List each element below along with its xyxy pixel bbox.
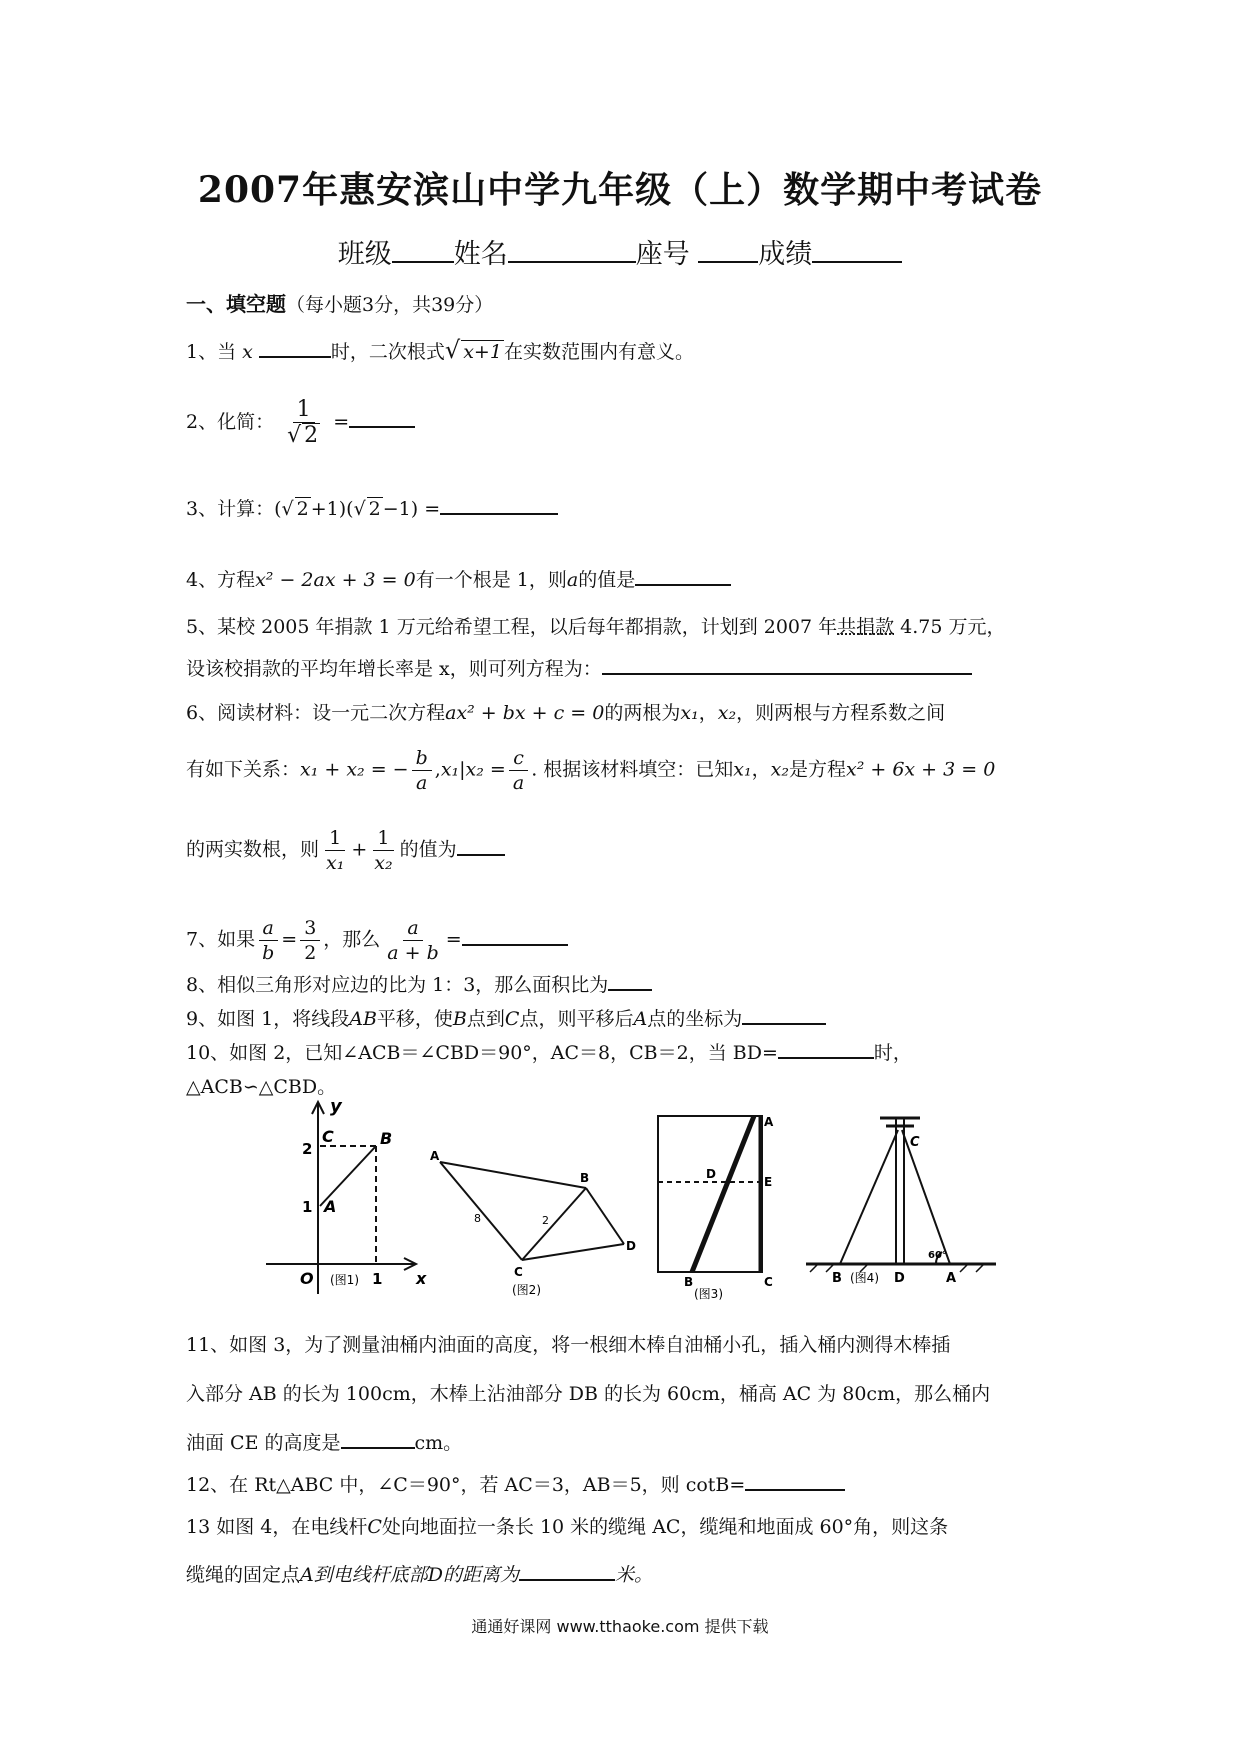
question-13-line-1 xyxy=(186,1512,948,1539)
q11-line1: 11、如图 3，为了测量油桶内油面的高度，将一根细木棒自油桶小孔，插入桶内测得木棒插 xyxy=(186,1334,951,1356)
fig4-angle-label: 60° xyxy=(928,1250,947,1261)
seat-label: 座号 xyxy=(635,239,690,270)
question-6-line-3 xyxy=(186,826,505,875)
q6-one-a: 1 xyxy=(325,826,345,851)
q4-equation: x² − 2ax + 3 = 0 xyxy=(255,569,416,591)
seat-blank xyxy=(698,237,758,263)
q9-blank xyxy=(742,1005,826,1025)
q9-mid1: 平移，使 xyxy=(376,1008,453,1030)
section-note: （每小题3分，共39分） xyxy=(286,294,494,316)
q3-r2: 2 xyxy=(368,498,381,520)
fig3-caption: (图3) xyxy=(694,1287,723,1300)
fig3-point-d: D xyxy=(706,1167,716,1181)
question-11-line-1 xyxy=(186,1330,950,1357)
q4-suffix: 的值是 xyxy=(578,569,636,591)
score-label: 成绩 xyxy=(758,239,813,270)
q6-x1: x₁ xyxy=(680,702,699,724)
q6-b: b xyxy=(412,746,432,771)
q13-d: D xyxy=(427,1564,443,1586)
q1-var: x xyxy=(242,341,253,363)
figure-4 xyxy=(800,1106,1000,1302)
fig2-segment-cd xyxy=(522,1244,624,1260)
q6-c: c xyxy=(509,746,528,771)
q12-blank xyxy=(745,1471,845,1491)
q10-blank xyxy=(778,1039,874,1059)
fig3-point-e: E xyxy=(764,1175,773,1189)
question-11-line-3 xyxy=(186,1428,462,1455)
q5-blank xyxy=(602,655,972,675)
q6-line2-c: 是方程 xyxy=(788,758,846,781)
figure-2 xyxy=(430,1136,640,1296)
q2-eq: = xyxy=(333,411,350,433)
q13-line2c: 的距离为 xyxy=(443,1564,520,1586)
q3-blank xyxy=(440,495,558,515)
question-2 xyxy=(186,398,415,448)
q6-equation: ax² + bx + c = 0 xyxy=(445,702,605,724)
question-6-line-1: 6、阅读材料：设一元二次方程ax² + bx + c = 0的两根为x₁，x₂，则两根与方程系数之间 xyxy=(186,702,946,724)
q11-line2: 入部分 AB 的长为 100cm，木棒上沾油部分 DB 的长为 60cm，桶高 AC 为 80cm，那么桶内 xyxy=(186,1383,991,1405)
q6-x2: x₂ xyxy=(717,702,737,724)
q9-mid2: 点到 xyxy=(466,1008,505,1030)
fig2-point-d: D xyxy=(626,1239,636,1253)
footer-credit: 通通好课网 www.tthaoke.com 提供下载 xyxy=(471,1617,769,1636)
q6-text-c: ，则两根与方程系数之间 xyxy=(736,702,946,724)
fig3-stick-ab xyxy=(692,1116,754,1272)
q2-denominator: √ 2 xyxy=(287,423,319,448)
q6-frac-1-x2 xyxy=(370,826,396,875)
q7-eq2: = xyxy=(445,928,462,951)
q7-frac-3-2 xyxy=(300,916,320,965)
question-6-line-2: 有如下关系：x₁ + x₂ = − $\frac{b}{a}$ ,x₁|x₂ = $\frac{c}{a}$ . 根据该材料填空：已知x₁，x₂是方程x² + 6x + 3 = 0 xyxy=(186,747,996,794)
fig2-caption: (图2) xyxy=(512,1283,541,1296)
q6-line2-b: . 根据该材料填空：已知 xyxy=(531,758,734,781)
q11-line3b: cm。 xyxy=(414,1432,463,1454)
q1-blank xyxy=(259,338,331,358)
fig1-point-c: C xyxy=(322,1127,334,1146)
q13-line1: 13 如图 4，在电线杆 xyxy=(186,1516,368,1538)
q7-prefix: 7、如果 xyxy=(186,928,256,951)
q13-a: A xyxy=(300,1564,314,1586)
q7-aplusb: a + b xyxy=(387,942,439,964)
q1-prefix: 1、当 xyxy=(186,341,237,363)
fig4-cable-ac xyxy=(902,1130,950,1264)
q4-mid: 有一个根是 1，则 xyxy=(415,569,567,591)
fig2-side-ac: 8 xyxy=(474,1212,481,1225)
fig3-point-a: A xyxy=(764,1115,774,1129)
q2-fraction xyxy=(283,398,324,448)
q6-a2: a xyxy=(512,772,525,794)
fig1-point-a: A xyxy=(324,1197,337,1216)
q6-a: a xyxy=(416,772,428,794)
q1-mid: 时，二次根式 xyxy=(330,341,445,363)
q10-line2: △ACB∽△CBD。 xyxy=(186,1076,337,1098)
q13-blank xyxy=(519,1561,615,1581)
q6-line3-a: 的两实数根，则 xyxy=(186,838,320,861)
q11-line3a: 油面 CE 的高度是 xyxy=(186,1432,341,1454)
q6-equation-2: x² + 6x + 3 = 0 xyxy=(846,758,996,781)
q7-three: 3 xyxy=(300,916,320,941)
q7-eq: = xyxy=(281,928,298,951)
q9-c: C xyxy=(504,1008,520,1030)
q3-expr3: −1) = xyxy=(382,498,441,520)
question-11-line-2 xyxy=(186,1379,990,1406)
q6-frac-1-x1 xyxy=(322,826,348,875)
fig2-segment-ac xyxy=(440,1162,522,1260)
fig1-tick-1-y: 1 xyxy=(302,1198,313,1216)
section-title: 一、填空题 xyxy=(186,292,286,316)
q2-den-value: 2 xyxy=(304,423,319,448)
q10-line1b: 时， xyxy=(873,1042,912,1064)
q6-text-b: 的两根为 xyxy=(604,702,681,724)
q7-a: a xyxy=(259,916,278,941)
q6-sum: x₁ + x₂ = − xyxy=(300,758,409,781)
student-info-line xyxy=(0,232,1240,271)
class-blank xyxy=(392,237,454,263)
q6-frac-c-a xyxy=(509,746,528,795)
fig2-segment-ab xyxy=(440,1162,586,1188)
q13-line2b: 到电线杆底部 xyxy=(313,1564,428,1586)
q5-text-c: 4.75 万元， xyxy=(894,616,1006,638)
fig1-tick-2: 2 xyxy=(302,1140,313,1158)
q7-two: 2 xyxy=(304,942,317,964)
fig4-pole xyxy=(896,1118,904,1264)
fig4-left-cable xyxy=(840,1130,898,1264)
question-10-line-2 xyxy=(186,1072,336,1099)
q8-text: 8、相似三角形对应边的比为 1：3，那么面积比为 xyxy=(186,974,609,996)
question-3: 3、计算：(√ 2 +1)(√ 2 −1) = xyxy=(186,494,558,521)
fig4-point-a: A xyxy=(946,1271,957,1286)
fig2-point-b: B xyxy=(580,1171,590,1185)
q9-b: B xyxy=(452,1008,467,1030)
q12-text: 12、在 Rt△ABC 中，∠C＝90°，若 AC＝3，AB＝5，则 cotB= xyxy=(186,1474,746,1496)
score-blank xyxy=(812,237,902,263)
q1-suffix: 在实数范围内有意义。 xyxy=(503,341,694,363)
q7-mid: ，那么 xyxy=(323,928,381,951)
question-12 xyxy=(186,1470,845,1497)
q5-emphasis: 共捐款 xyxy=(837,616,895,638)
fig1-y-label: y xyxy=(330,1098,342,1117)
q6-line3-b: 的值为 xyxy=(399,838,457,861)
q6-frac-b-a xyxy=(412,746,432,795)
q9-ab: AB xyxy=(349,1008,377,1030)
class-label: 班级 xyxy=(337,239,392,270)
fig2-side-cb: 2 xyxy=(542,1214,549,1227)
page-title: 2007年惠安滨山中学九年级（上）数学期中考试卷 xyxy=(197,169,1043,211)
name-label: 姓名 xyxy=(453,239,508,270)
q9-prefix: 9、如图 1，将线段 xyxy=(186,1008,350,1030)
q9-suffix: 点的坐标为 xyxy=(647,1008,743,1030)
fig1-x-label: x xyxy=(416,1269,427,1288)
figure-3 xyxy=(654,1112,784,1300)
question-5-line-2 xyxy=(186,654,972,681)
question-9 xyxy=(186,1004,826,1031)
q8-blank xyxy=(608,971,652,991)
q3-r1: 2 xyxy=(296,498,309,520)
q7-frac-a-b xyxy=(258,916,278,965)
q6-line2-a: 有如下关系： xyxy=(186,758,301,781)
q6-text-a: 6、阅读材料：设一元二次方程 xyxy=(186,702,446,724)
fig1-origin-label: O xyxy=(300,1269,314,1288)
q5-line2: 设该校捐款的平均年增长率是 x，则可列方程为： xyxy=(186,658,602,680)
q4-blank xyxy=(635,566,731,586)
fig3-point-c: C xyxy=(764,1275,773,1289)
q6-x2b: x₂ xyxy=(770,758,789,781)
q6-blank xyxy=(457,836,505,856)
q6-x1c: x₁ xyxy=(326,852,345,874)
question-1: 1、当 x 时，二次根式√ x+1 在实数范围内有意义。 xyxy=(186,336,694,364)
q5-text-a: 5、某校 2005 年捐款 1 万元给希望工程，以后每年都捐款，计划到 2007 年 xyxy=(186,616,838,638)
fig2-point-a: A xyxy=(430,1149,440,1163)
q7-b: b xyxy=(262,942,275,964)
q13-c: C xyxy=(367,1516,382,1538)
q3-prefix: 3、计算： xyxy=(186,498,275,520)
fig2-segment-cb xyxy=(522,1188,586,1260)
q9-a: A xyxy=(633,1008,648,1030)
q6-x1b: x₁ xyxy=(733,758,752,781)
q6-one-b: 1 xyxy=(373,826,393,851)
question-7 xyxy=(186,916,568,965)
fig3-point-b: B xyxy=(684,1275,694,1289)
q7-blank xyxy=(462,926,568,946)
q7-frac-a-apb xyxy=(383,916,443,965)
q3-expr1: ( xyxy=(274,498,282,520)
fig2-segment-bd xyxy=(586,1188,624,1244)
fig4-caption: (图4) xyxy=(850,1271,879,1285)
fig1-caption: (图1) xyxy=(330,1273,359,1287)
fig1-tick-1-x: 1 xyxy=(372,1270,383,1288)
fig4-point-d: D xyxy=(894,1271,905,1286)
question-5-line-1 xyxy=(186,612,1006,639)
q13-line2a: 缆绳的固定点 xyxy=(186,1564,301,1586)
fig4-point-c: C xyxy=(910,1135,920,1150)
q4-var: a xyxy=(566,569,579,591)
fig1-point-b: B xyxy=(380,1129,393,1148)
q11-blank xyxy=(341,1429,415,1449)
question-13-line-2 xyxy=(186,1560,653,1587)
q13-line2d: 米。 xyxy=(615,1564,654,1586)
fig4-point-b: B xyxy=(832,1271,842,1286)
q13-line1b: 处向地面拉一条长 10 米的缆绳 AC，缆绳和地面成 60°角，则这条 xyxy=(381,1516,949,1538)
q6-x2c: x₂ xyxy=(374,852,393,874)
figure-1 xyxy=(264,1098,434,1298)
question-8 xyxy=(186,970,652,997)
q4-prefix: 4、方程 xyxy=(186,569,256,591)
q1-root: x+1 xyxy=(463,341,502,363)
question-10-line-1 xyxy=(186,1038,912,1065)
q9-mid3: 点，则平移后 xyxy=(519,1008,634,1030)
q2-numerator: 1 xyxy=(293,398,315,423)
q10-line1: 10、如图 2，已知∠ACB＝∠CBD＝90°，AC＝8，CB＝2，当 BD= xyxy=(186,1042,778,1064)
q2-prefix: 2、化简： xyxy=(186,411,275,433)
section-heading xyxy=(186,288,493,317)
fig2-point-c: C xyxy=(514,1265,523,1279)
q7-a2: a xyxy=(403,916,422,941)
q2-blank xyxy=(349,408,415,428)
q6-plus: + xyxy=(351,838,368,861)
name-blank xyxy=(508,237,636,263)
q3-expr2: +1)( xyxy=(310,498,354,520)
question-4 xyxy=(186,565,731,592)
q6-prod: x₁|x₂ = xyxy=(440,758,506,781)
